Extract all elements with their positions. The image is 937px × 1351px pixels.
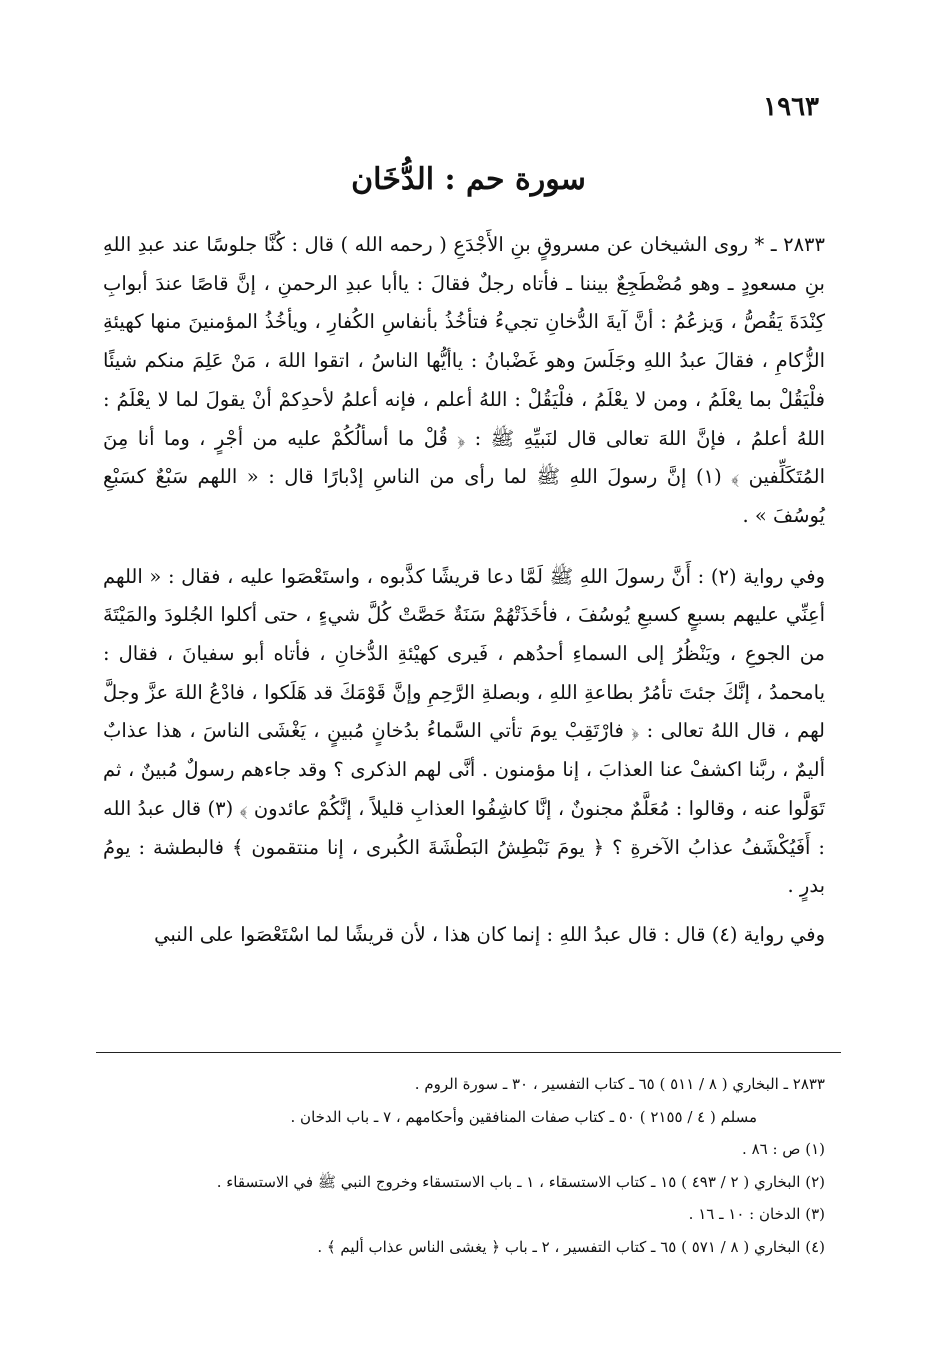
footnote: مسلم ( ٤ / ٢١٥٥ ) ٥٠ ـ كتاب صفات المنافقين وأحكامهم ، ٧ ـ باب الدخان . (290, 1107, 757, 1126)
footnote: (٤) البخاري ( ٨ / ٥٧١ ) ٦٥ ـ كتاب التفسير ، ٢ ـ باب ﴿ يغشى الناس عذاب أليم ﴾ . (317, 1237, 825, 1256)
footnotes (103, 1068, 825, 1263)
footnote-separator (96, 1052, 841, 1053)
main-text (103, 226, 825, 955)
footnote: (١) ص : ٨٦ . (742, 1140, 825, 1158)
hadith-paragraph: ٢٨٣٣ ـ * روى الشيخان عن مسروقٍ بنِ الأَجْدَعِ ( رحمه الله ) قال : كُنَّا جلوسًا عند عبدِ اللهِ بنِ مسعودٍ ـ وهو مُضْطَجِعٌ بيننا ـ فأتاه رجلٌ فقالَ : ياأبا عبدِ الرحمنِ ، إنَّ قاصًا عندَ أبوابِ كِنْدَةَ يَقُصُّ ، وَيزعُمُ : أنَّ آيةَ الدُّخانِ تجيءُ فتأخُذُ بأنفاسِ الكُفارِ ، ويأخُذُ المؤمنينَ منها كهيئةِ الزُّكامِ ، فقالَ عبدُ اللهِ وجَلَسَ وهو غَضْبانُ : ياأيُّها الناسُ ، اتقوا اللهَ ، مَنْ عَلِمَ منكم شيئًا فلْيَقُلْ بما يعْلَمُ ، ومن لا يعْلَمُ ، فلْيَقُلْ : اللهُ أعلم ، فإنه أعلمُ لأحدِكمْ أنْ يقولَ لما لا يعْلَمُ : اللهُ أعلمُ ، فإنَّ اللهَ تعالى قال لنَبيِّهِ ﷺ : ﴿ قُلْ ما أسألُكُمْ عليه من أجْرٍ ، وما أنا مِنَ المُتَكَلِّفين ﴾ (١) إنَّ رسولَ اللهِ ﷺ لما رأى من الناسِ إدْبارًا قال : « اللهم سَبْعٌ كسَبْعِ يُوسُفَ » . (103, 233, 825, 527)
footnote: ٢٨٣٣ ـ البخاري ( ٨ / ٥١١ ) ٦٥ ـ كتاب التفسير ، ٣٠ ـ سورة الروم . (414, 1075, 825, 1093)
narration-paragraph: وفي رواية (٤) قال : قال عبدُ اللهِ : إنما كان هذا ، لأن قريشًا لما اسْتَعْصَوا على النبي (154, 922, 825, 946)
page-number: ١٩٦٣ (763, 92, 819, 122)
narration-paragraph: وفي رواية (٢) : أَنَّ رسولَ اللهِ ﷺ لَمَّا دعا قريشًا كذَّبوه ، واستَعْصَوا عليه ، فقال : « اللهم أعِنِّي عليهم بسبعٍ كسبعِ يُوسُفَ ، فأخَذَتْهُمْ سَنَةٌ حَصَّتْ كُلَّ شيءٍ ، حتى أكلوا الجُلودَ والمَيْتَةَ من الجوعِ ، ويَنْظُرُ إلى السماءِ أحدُهم ، فَيرى كهيْئةِ الدُّخانِ ، فأتاه أبو سفيانَ ، فقال : يامحمدُ ، إنَّكَ جئتَ تأمُرُ بطاعةِ اللهِ ، وبصلةِ الرَّحِمِ وإنَّ قَوْمَكَ قد هَلَكوا ، فادْعُ اللهَ عزَّ وجلَّ لهم ، قال اللهُ تعالى : ﴿ فارْتَقِبْ يومَ تأتي السَّماءُ بدُخانٍ مُبينٍ ، يَغْشَى الناسَ ، هذا عذابٌ أليمٌ ، ربَّنا اكشفْ عنا العذابَ ، إنا مؤمنون . أنَّى لهم الذكرى ؟ وقد جاءهم رسولٌ مُبينٌ ، ثم تَوَلَّوا عنه ، وقالوا : مُعَلَّمٌ مجنونٌ ، إنَّا كاشِفُوا العذابِ قليلاً ، إنَّكُمْ عائدون ﴾ (٣) قال عبدُ الله : أَفَيُكْشَفُ عذابُ الآخرةِ ؟ ﴿ يومَ نَبْطِشُ البَطْشَةَ الكُبرى ، إنا منتقمون ﴾ فالبطشة : يومُ بدرٍ . (103, 564, 826, 898)
surah-title: سورة حم : الدُّخَان (351, 162, 586, 197)
footnote: (٣) الدخان : ١٠ ـ ١٦ . (688, 1205, 825, 1223)
footnote: (٢) البخاري ( ٢ / ٤٩٣ ) ١٥ ـ كتاب الاستسقاء ، ١ ـ باب الاستسقاء وخروج النبي ﷺ في الاستسقاء . (216, 1172, 825, 1191)
